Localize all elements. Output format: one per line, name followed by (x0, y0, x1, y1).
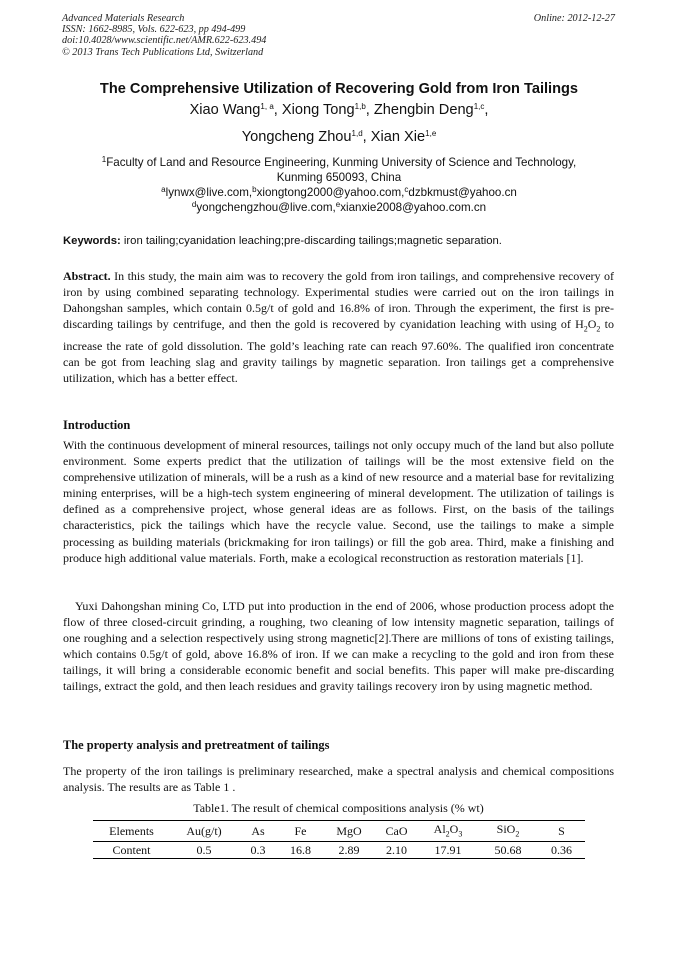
online-date: Online: 2012-12-27 (533, 13, 615, 24)
copyright-line: © 2013 Trans Tech Publications Ltd, Switzerland (62, 46, 264, 58)
keywords (63, 235, 623, 247)
table-cell: 16.8 (290, 843, 311, 858)
paper-title: The Comprehensive Utilization of Recovering Gold from Iron Tailings (99, 81, 579, 97)
table-header: Au(g/t) (186, 824, 222, 839)
author-sup: 1, a (260, 102, 274, 111)
email-link[interactable]: xiongtong2000@yahoo.com (256, 186, 402, 199)
table-cell: Content (112, 843, 151, 858)
introduction-paragraph-1: With the continuous development of mineral resources, tailings not only occupy much of the land but also pollute environment. Some experts predict that the utilization of tailings will be the most extensive field on the comprehensive utilization of minerals, will be a rush as a kind of new resource and a material base for revitalizing mining enterprises, will be a high-tech system engineering of mineral development. The utilization of tailings is defined as a comprehensive project, whose general ideas are as follows. First, on the basis of the tailings characteristics, pick the tailings which have the recycle value. Second, use the tailings to make a simple processing as building materials (brickmaking for iron tailings) or fill the gob area. Third, make a finishing and produce high additional value materials. Forth, make a ecological reconstruction as restoration materials [1]. (63, 438, 614, 565)
authors-line-1: Xiao Wang$^{1, a}$, Xiong Tong$^{1,b}$, Zhengbin Deng$^{1,c}$, (189, 102, 489, 118)
table-header: CaO (385, 824, 408, 839)
email-link[interactable]: yongchengzhou@live.com (196, 201, 333, 214)
email-link[interactable]: xianxie2008@yahoo.com.cn (340, 201, 487, 214)
doi-line[interactable]: doi:10.4028/www.scientific.net/AMR.622-623.494 (62, 35, 267, 47)
table-cell: 0.3 (250, 843, 266, 858)
table-header: Elements (109, 824, 154, 839)
author-sup: 1,d (351, 129, 363, 138)
keywords-text: iron tailing;cyanidation leaching;pre-discarding tailings;magnetic separation. (123, 235, 502, 247)
abstract: Abstract. In this study, the main aim was to recovery the gold from iron tailings, and comprehensive recovery of iron by using combined separating technology. Experimental studies were carried out on the iron tailings in Dahongshan samples, which contain 0.5g/t of gold and 16.8% of iron. Through the experiment, the first is pre-discarding tailings by centrifuge, and then the gold is recovered by cyanidation leaching with using of $H_2O_2$ to increase the rate of gold dissolution. The gold’s leaching rate can reach 97.60%. The qualified iron concentrate can be got from leaching slag and gravity tailings by magnetic separation. Iron tailings get a comprehensive utilization, which has a better effect. (63, 269, 615, 385)
affiliation-sup: 1 (101, 155, 107, 164)
author-name: Yongcheng Zhou (241, 129, 352, 145)
author-name: Zhengbin Deng (373, 102, 474, 118)
author-sup: 1,b (354, 102, 366, 111)
email-link[interactable]: lynwx@live.com (165, 186, 249, 199)
author-name: Xian Xie (370, 129, 426, 145)
table-cell: 2.89 (338, 843, 360, 858)
introduction-paragraph-2: Yuxi Dahongshan mining Co, LTD put into production in the end of 2006, whose production process adopt the flow of three closed-circuit grinding, a roughing, two cleaning of low intensity magnetic separation, tailings of one roughing and a selection respectively using strong magnetic[2].There are millions of tons of existing tailings, which contains 0.5g/t of gold, above 16.8% of iron. If we can make a recycling to the gold and iron from these tailings, it will bring a considerable economic benefit and social benefits. This paper will make pre-discarding tailings, extract the gold, and then leach residues and gravity tailings recovery iron by using magnetic method. (63, 599, 614, 694)
table-cell: 2.10 (386, 843, 407, 858)
table-cell: 0.36 (551, 843, 572, 858)
author-sup: 1,e (425, 129, 437, 138)
table-row (93, 842, 585, 859)
email-link[interactable]: dzbkmust@yahoo.cn (408, 186, 517, 199)
author-sup: 1,c (473, 102, 485, 111)
affiliation-line-2: Kunming 650093, China (276, 171, 402, 184)
table-header: Fe (294, 824, 307, 839)
journal-header (62, 13, 266, 58)
table-header: As (251, 824, 265, 839)
table-header: SiO$_2$ (496, 822, 520, 839)
table-header: MgO (336, 824, 362, 839)
abstract-label: Abstract. (63, 269, 111, 283)
table-cell: 0.5 (196, 843, 212, 858)
table-cell: 50.68 (494, 843, 522, 858)
composition-table (93, 820, 585, 859)
issn-line: ISSN: 1662-8985, Vols. 622-623, pp 494-499 (62, 24, 246, 36)
table-header: S (558, 824, 565, 839)
table-header: $Al_2O_3$ (433, 822, 463, 839)
emails-line-2: $^d$yongchengzhou@live.com,$^e$xianxie2008@yahoo.com.cn (191, 200, 487, 214)
journal-name: Advanced Materials Research (62, 13, 185, 24)
affiliation-line-1: $^1$Faculty of Land and Resource Engineering, Kunming University of Science and Technology, (101, 155, 577, 169)
author-name: Xiao Wang (189, 102, 261, 118)
keywords-label: Keywords: (63, 235, 121, 247)
emails-line-1: $^a$lynwx@live.com,$^b$xiongtong2000@yahoo.com,$^c$dzbkmust@yahoo.cn (161, 185, 517, 199)
table-caption: Table1. The result of chemical compositions analysis (% wt) (193, 801, 484, 815)
author-name: Xiong Tong (281, 102, 355, 118)
table-cell: 17.91 (434, 843, 462, 858)
authors-line-2: Yongcheng Zhou$^{1,d}$, Xian Xie$^{1,e}$ (241, 129, 437, 145)
property-heading: The property analysis and pretreatment of tailings (63, 738, 330, 752)
property-paragraph: The property of the iron tailings is preliminary researched, make a spectral analysis and chemical compositions analysis. The results are as Table 1 . (63, 764, 614, 795)
introduction-heading: Introduction (63, 418, 131, 432)
table-header-row (93, 821, 585, 842)
